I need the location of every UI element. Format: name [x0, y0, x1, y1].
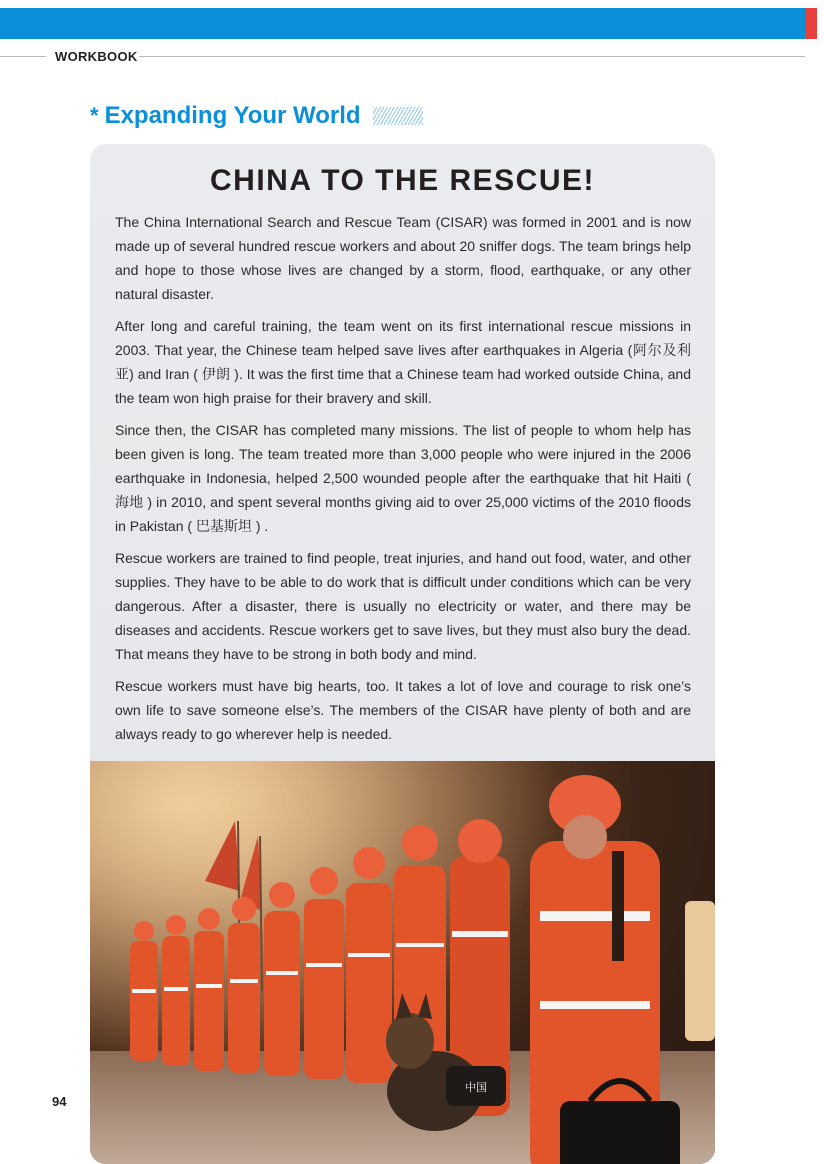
header-tab-marker — [806, 8, 817, 39]
paragraph: After long and careful training, the team went on its first international rescue missions in 2003. That year, the Chinese team helped save lives after earthquakes in Algeria (阿尔及利亚) and Iran ( 伊朗 ). It was the first time that a Chinese team had worked outside China, and the team won high praise for their bravery and skill. — [115, 318, 691, 406]
workbook-label: WORKBOOK — [55, 49, 138, 64]
rescue-team-photo — [90, 761, 715, 1164]
paragraph: Rescue workers must have big hearts, too. It takes a lot of love and courage to risk one’s own life to save someone else’s. The members of the CISAR have plenty of both and are always ready to go wherever help is needed. — [115, 678, 691, 742]
paragraph: Rescue workers are trained to find people, treat injuries, and hand out food, water, and other supplies. They have to be able to do work that is difficult under conditions which can be very dangerous. After a disaster, there is usually no electricity or water, and there may be diseases and accidents. Rescue workers get to save lives, but they must also bury the dead. That means they have to be strong in both body and mind. — [115, 550, 691, 662]
section-heading — [90, 102, 423, 130]
article-body — [115, 210, 691, 754]
article-panel — [90, 144, 715, 1164]
paragraph: Since then, the CISAR has completed many missions. The list of people to whom help has been given is long. The team treated more than 3,000 people who were injured in the 2006 earthquake in Indonesia, helped 2,500 wounded people after the earthquake that hit Haiti ( 海地 ) in 2010, and spent several months giving aid to over 25,000 victims of the 2010 floods in Pakistan ( 巴基斯坦 ) . — [115, 422, 691, 534]
vehicle — [685, 901, 715, 1041]
dog-vest-label: 中国 — [465, 1081, 487, 1094]
section-title: Expanding Your World — [104, 102, 361, 129]
header-rule-left — [0, 56, 46, 57]
paragraph: The China International Search and Rescue Team (CISAR) was formed in 2001 and is now made up of several hundred rescue workers and about 20 sniffer dogs. The team brings help and hope to those whose lives are changed by a storm, flood, earthquake, or any other natural disaster. — [115, 214, 691, 302]
page-number: 94 — [52, 1094, 67, 1109]
rescue-team-illustration — [90, 761, 715, 1164]
hatch-icon — [373, 107, 423, 125]
star-icon: * — [90, 103, 99, 128]
header-color-bar — [0, 8, 806, 39]
article-title: CHINA TO THE RESCUE! — [209, 164, 596, 197]
header-rule — [139, 56, 805, 57]
